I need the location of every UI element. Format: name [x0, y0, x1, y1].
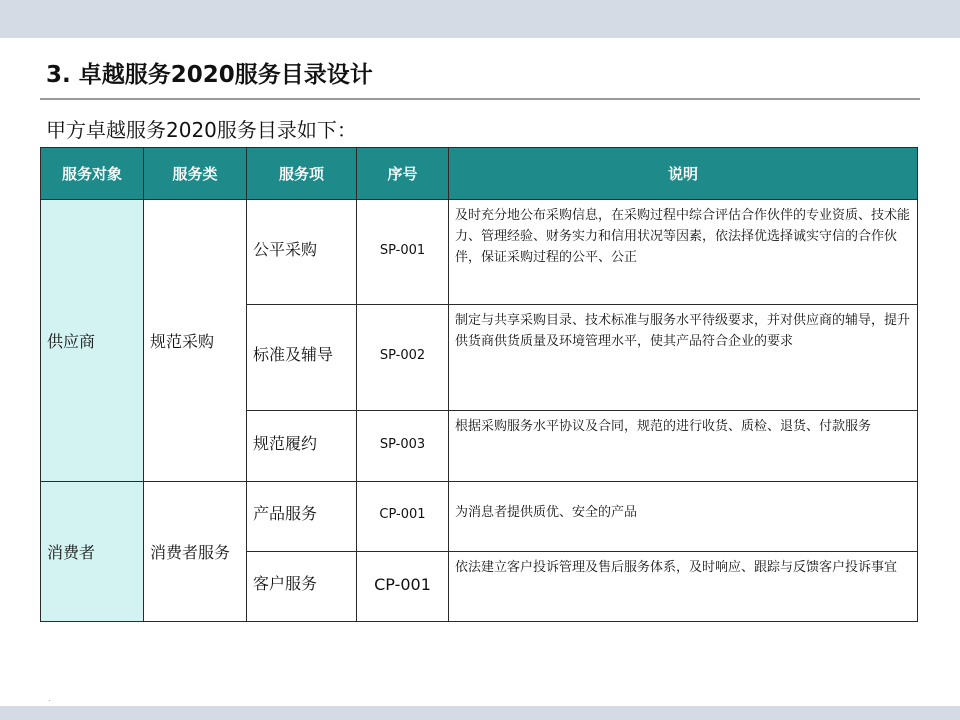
- code-cell: SP-002: [357, 305, 449, 411]
- description-cell: 依法建立客户投诉管理及售后服务体系，及时响应、跟踪与反馈客户投诉事宜: [449, 552, 918, 622]
- item-cell: 客户服务: [247, 552, 357, 622]
- code-cell: SP-001: [357, 200, 449, 305]
- item-cell: 产品服务: [247, 482, 357, 552]
- description-cell: 根据采购服务水平协议及合同，规范的进行收货、质检、退货、付款服务: [449, 411, 918, 482]
- code-cell: CP-001: [357, 552, 449, 622]
- service-catalog-table: [40, 147, 918, 622]
- description-cell: 及时充分地公布采购信息，在采购过程中综合评估合作伙伴的专业资质、技术能力、管理经验、财务实力和信用状况等因素，依法择优选择诚实守信的合作伙伴，保证采购过程的公平、公正: [449, 200, 918, 305]
- category-cell-procurement: 规范采购: [144, 200, 247, 482]
- target-cell-supplier: 供应商: [41, 200, 144, 482]
- bottom-band: [0, 706, 960, 720]
- code-cell: CP-001: [357, 482, 449, 552]
- target-cell-consumer: 消费者: [41, 482, 144, 622]
- item-cell: 公平采购: [247, 200, 357, 305]
- table-header-row: [41, 148, 918, 200]
- top-band: [0, 0, 960, 38]
- header-service-item: 服务项: [247, 148, 357, 200]
- item-cell: 标准及辅导: [247, 305, 357, 411]
- description-cell: 制定与共享采购目录、技术标准与服务水平待级要求，并对供应商的辅导，提升供货商供货质量及环境管理水平，使其产品符合企业的要求: [449, 305, 918, 411]
- title-divider: [40, 98, 920, 100]
- page-subtitle: 甲方卓越服务2020服务目录如下：: [46, 118, 357, 142]
- item-cell: 规范履约: [247, 411, 357, 482]
- header-description: 说明: [449, 148, 918, 200]
- category-cell-consumer-service: 消费者服务: [144, 482, 247, 622]
- page-title: 3. 卓越服务2020服务目录设计: [46, 62, 373, 88]
- header-service-category: 服务类: [144, 148, 247, 200]
- code-cell: SP-003: [357, 411, 449, 482]
- header-serial-number: 序号: [357, 148, 449, 200]
- description-cell: 为消息者提供质优、安全的产品: [449, 482, 918, 552]
- table-row: [41, 200, 918, 305]
- table-row: [41, 482, 918, 552]
- header-service-target: 服务对象: [41, 148, 144, 200]
- footer-mark: .: [48, 694, 51, 703]
